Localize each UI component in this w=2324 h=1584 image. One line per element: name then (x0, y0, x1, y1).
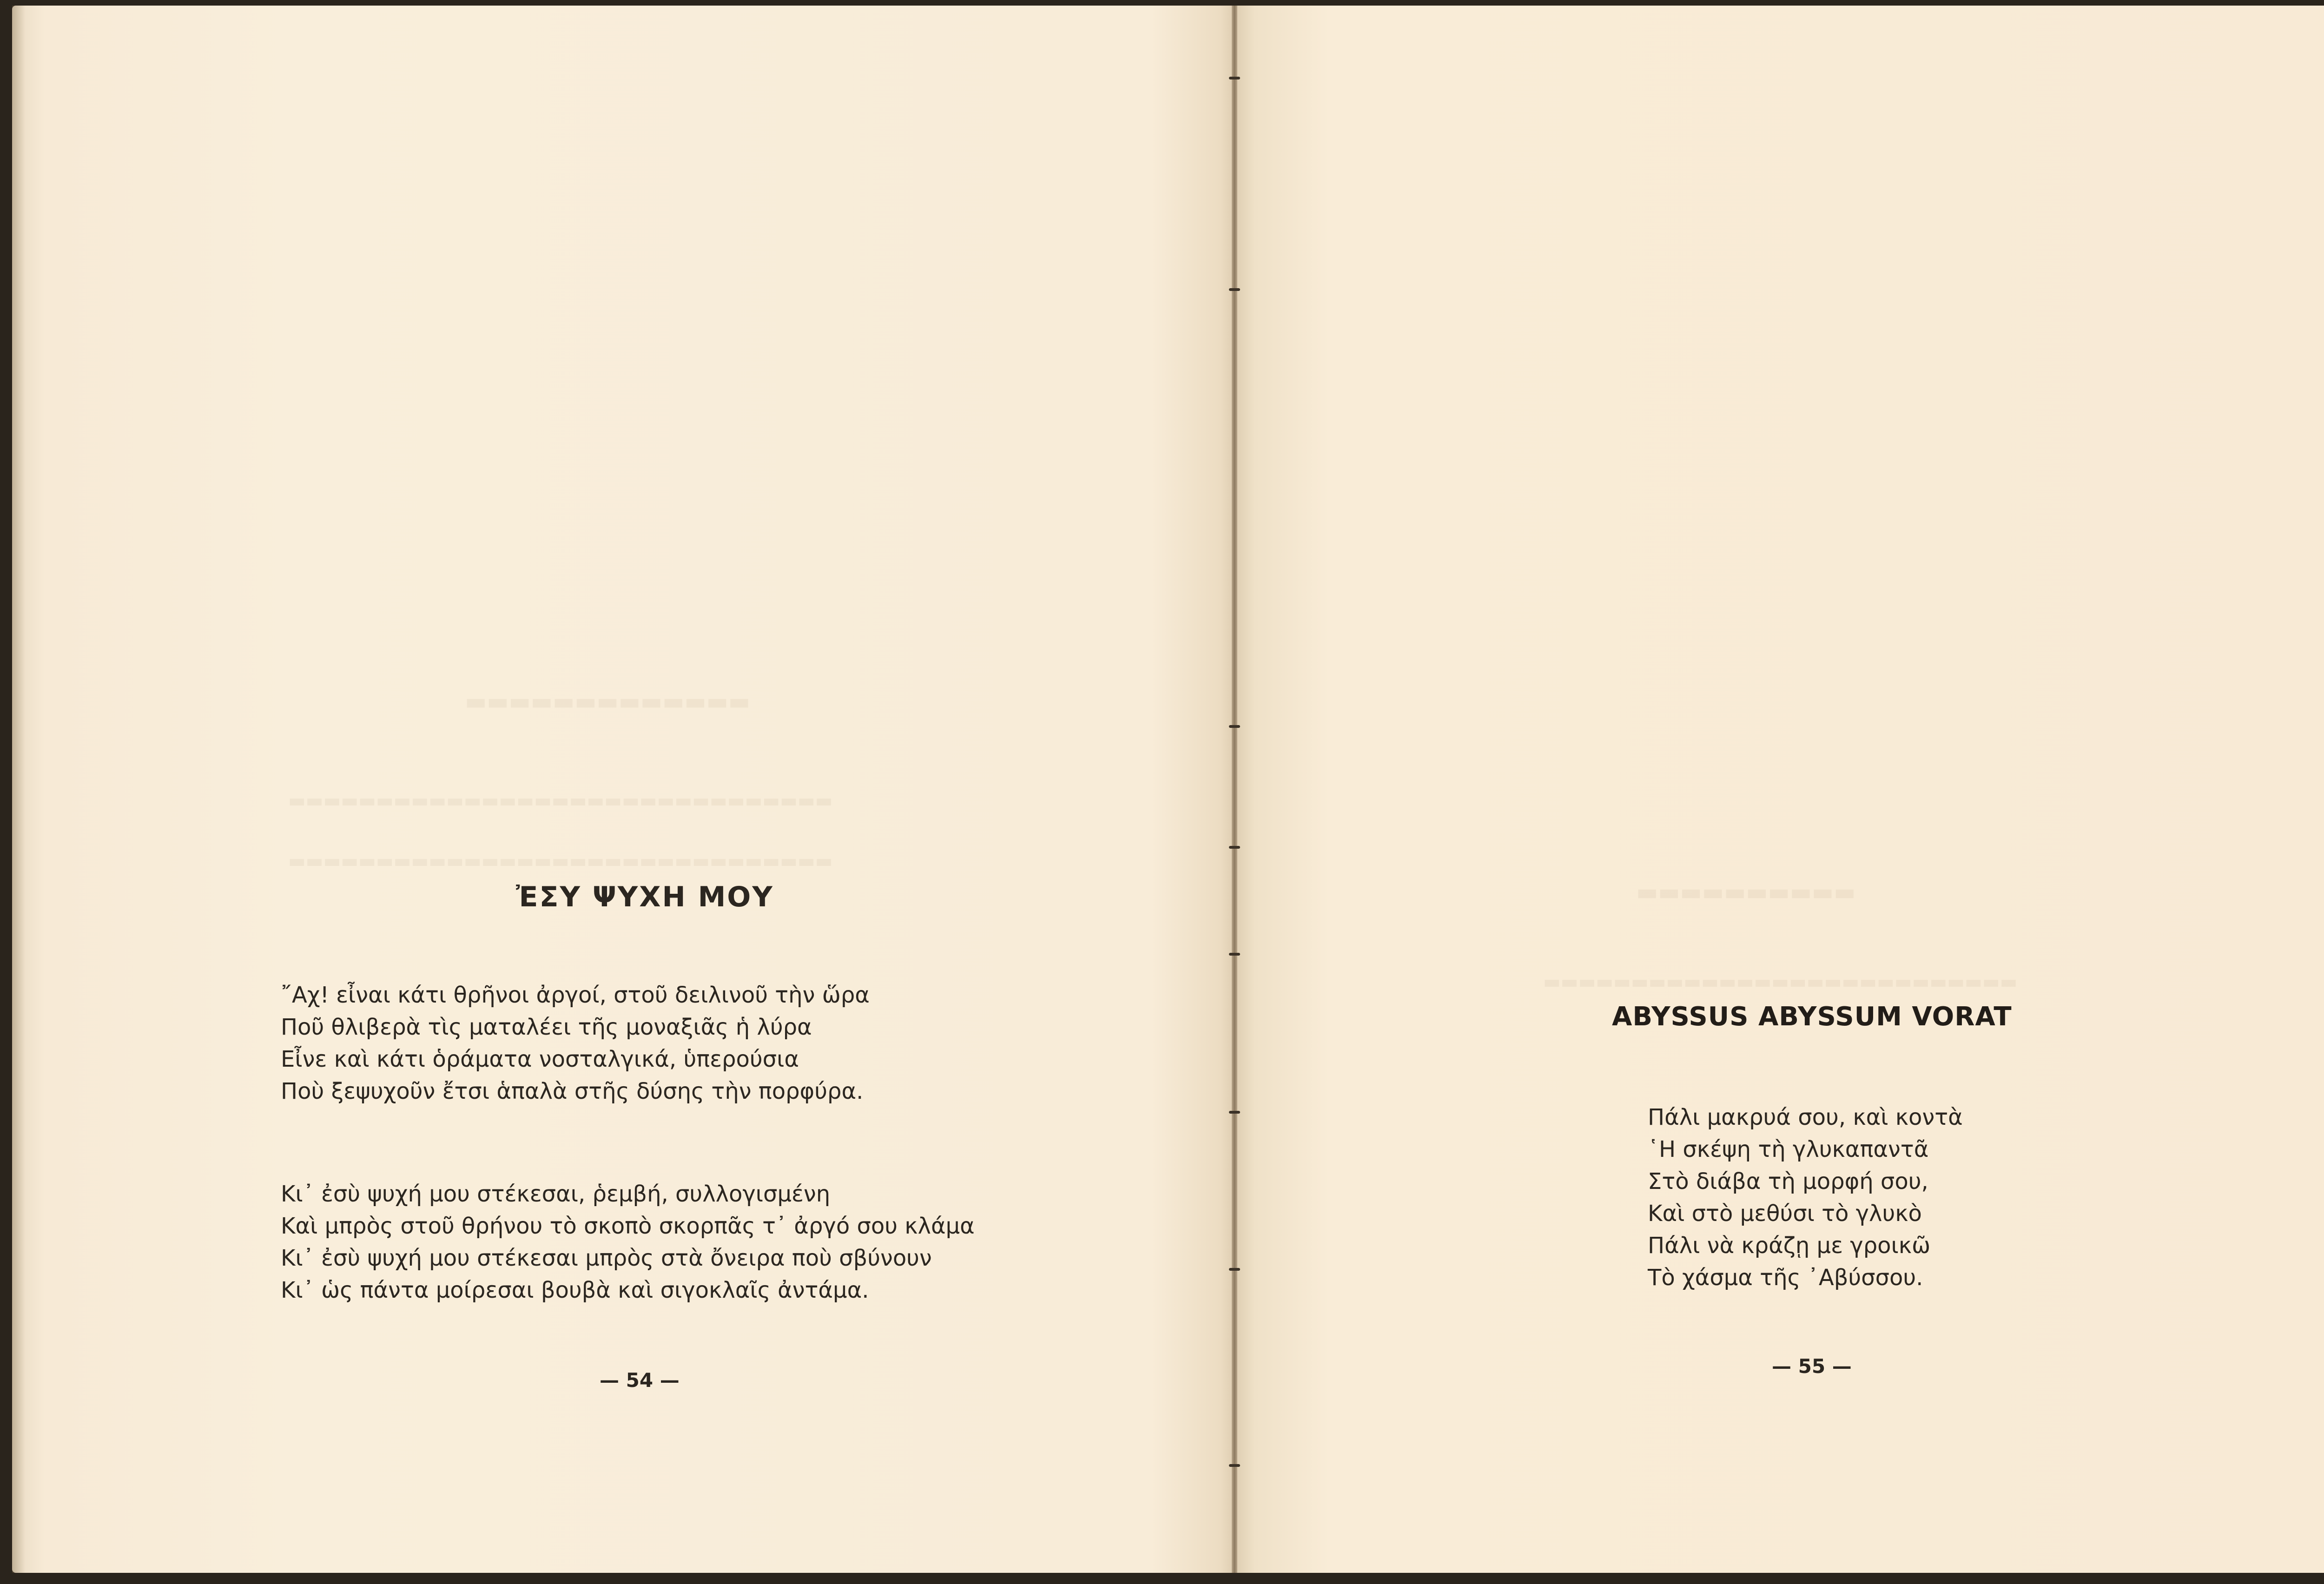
poem-line: Κι᾿ ὡς πάντα μοίρεσαι βουβὰ καὶ σιγοκλαῖς ἀντάμα. (281, 1277, 869, 1303)
binding-stitch (1229, 288, 1240, 291)
poem-line: Κι᾿ ἐσὺ ψυχή μου στέκεσαι μπρὸς στὰ ὄνειρα ποὺ σβύνουν (281, 1245, 932, 1271)
poem-stanza (1648, 1102, 1963, 1294)
poem-line: Στὸ διάβα τὴ μορφή σου, (1648, 1168, 1928, 1195)
left-page-edge-shadow (12, 6, 25, 1573)
page-number: — 54 — (600, 1369, 680, 1392)
poem-title: ἘΣΥ ΨΥΧΗ ΜΟΥ (516, 881, 774, 913)
poem-line: Τὸ χάσμα τῆς ᾿Αβύσσου. (1648, 1265, 1923, 1291)
poem-line: Καὶ μπρὸς στοῦ θρήνου τὸ σκοπὸ σκορπᾶς τ᾿ ἀργό σου κλάμα (281, 1213, 975, 1239)
show-through: ▬▬▬▬▬▬▬▬▬▬ (1636, 878, 1856, 905)
poem-line: Ποῦ θλιβερὰ τὶς ματαλέει τῆς μοναξιᾶς ἡ λύρα (281, 1014, 812, 1040)
binding-stitch (1229, 1268, 1240, 1271)
poem-stanza (281, 1178, 975, 1307)
poem-line: ῎Αχ! εἶναι κάτι θρῆνοι ἀργοί, στοῦ δειλινοῦ τὴν ὥρα (281, 982, 870, 1008)
show-through: ▬▬▬▬▬▬▬▬▬▬▬▬▬ (465, 688, 751, 715)
show-through: ▬▬▬▬▬▬▬▬▬▬▬▬▬▬▬▬▬▬▬▬▬▬▬▬▬▬▬▬▬▬▬ (288, 790, 833, 812)
binding-stitch (1229, 725, 1240, 728)
poem-line: Κι᾿ ἐσὺ ψυχή μου στέκεσαι, ῥεμβή, συλλογισμένη (281, 1181, 831, 1207)
poem-line: ῾Η σκέψη τὴ γλυκαπαντᾶ (1648, 1136, 1929, 1162)
binding-stitch (1229, 953, 1240, 956)
poem-line: Πάλι νὰ κράζῃ με γροικῶ (1648, 1233, 1931, 1259)
poem-line: Πάλι μακρυά σου, καὶ κοντὰ (1648, 1104, 1963, 1130)
page-number: — 55 — (1772, 1355, 1852, 1378)
poem-line: Καὶ στὸ μεθύσι τὸ γλυκὸ (1648, 1201, 1922, 1227)
book-gutter (1232, 6, 1237, 1573)
show-through: ▬▬▬▬▬▬▬▬▬▬▬▬▬▬▬▬▬▬▬▬▬▬▬▬▬▬▬ (1543, 971, 2018, 993)
poem-line: Εἶνε καὶ κάτι ὁράματα νοσταλγικά, ὑπερούσια (281, 1046, 799, 1072)
poem-line: Ποὺ ξεψυχοῦν ἔτσι ἁπαλὰ στῆς δύσης τὴν πορφύρα. (281, 1078, 864, 1104)
left-page (12, 6, 1235, 1573)
right-page (1236, 6, 2324, 1573)
binding-stitch (1229, 846, 1240, 849)
binding-stitch (1229, 1464, 1240, 1467)
binding-stitch (1229, 77, 1240, 79)
binding-stitch (1229, 1111, 1240, 1114)
poem-title: ABYSSUS ABYSSUM VORAT (1612, 1002, 2012, 1032)
poem-stanza (281, 979, 870, 1108)
show-through: ▬▬▬▬▬▬▬▬▬▬▬▬▬▬▬▬▬▬▬▬▬▬▬▬▬▬▬▬▬▬▬ (288, 851, 833, 872)
